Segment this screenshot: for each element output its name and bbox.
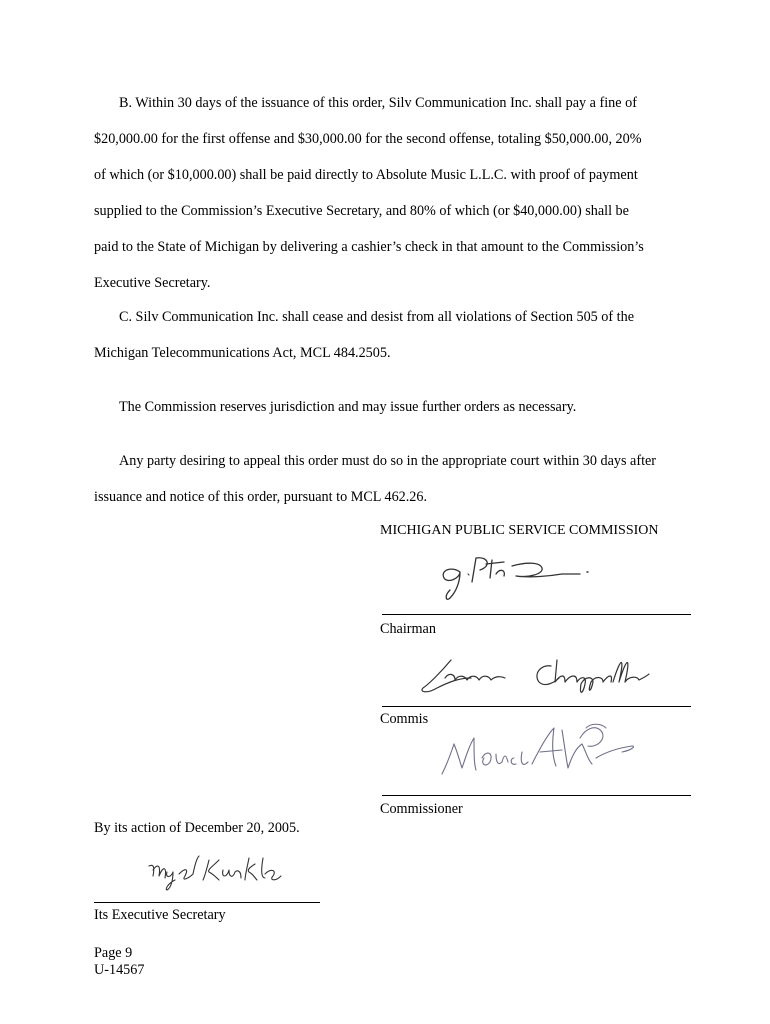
action-date-text: By its action of December 20, 2005.	[94, 820, 300, 836]
paragraph-b-line-5: paid to the State of Michigan by delivering a cashier’s check in that amount to the Commission’s	[94, 239, 644, 255]
chairman-signature	[430, 548, 610, 608]
commissioner-1-label: Commis	[380, 711, 429, 727]
paragraph-c-line-2: Michigan Telecommunications Act, MCL 484.2505.	[94, 345, 391, 361]
paragraph-c-line-1: C. Silv Communication Inc. shall cease and desist from all violations of Section 505 of the	[119, 309, 634, 325]
paragraph-b-line-4: supplied to the Commission’s Executive Secretary, and 80% of which (or $40,000.00) shall be	[94, 203, 629, 219]
commissioner-2-signature	[436, 718, 646, 784]
commissioner-1-signature	[415, 652, 655, 702]
chairman-label: Chairman	[380, 621, 436, 637]
commissioner-2-label: Commissioner	[380, 801, 463, 817]
jurisdiction-paragraph: The Commission reserves jurisdiction and may issue further orders as necessary.	[119, 399, 577, 415]
paragraph-b-line-1: B. Within 30 days of the issuance of this order, Silv Communication Inc. shall pay a fine of	[119, 95, 637, 111]
appeal-line-1: Any party desiring to appeal this order must do so in the appropriate court within 30 days after	[119, 453, 657, 469]
commissioner-1-signature-line	[382, 706, 691, 707]
executive-secretary-label: Its Executive Secretary	[94, 907, 226, 923]
commission-name: MICHIGAN PUBLIC SERVICE COMMISSION	[380, 523, 659, 538]
chairman-signature-line	[382, 614, 691, 615]
executive-secretary-signature-line	[94, 902, 320, 903]
commissioner-2-signature-line	[382, 795, 691, 796]
appeal-line-2: issuance and notice of this order, pursuant to MCL 462.26.	[94, 489, 428, 505]
paragraph-b-line-6: Executive Secretary.	[94, 275, 211, 291]
case-number: U-14567	[94, 962, 145, 978]
paragraph-b-line-2: $20,000.00 for the first offense and $30,000.00 for the second offense, totaling $50,000.00, 20%	[94, 131, 642, 147]
paragraph-b-line-3: of which (or $10,000.00) shall be paid directly to Absolute Music L.L.C. with proof of payment	[94, 167, 638, 183]
page-number: Page 9	[94, 945, 133, 961]
executive-secretary-signature	[145, 856, 285, 896]
